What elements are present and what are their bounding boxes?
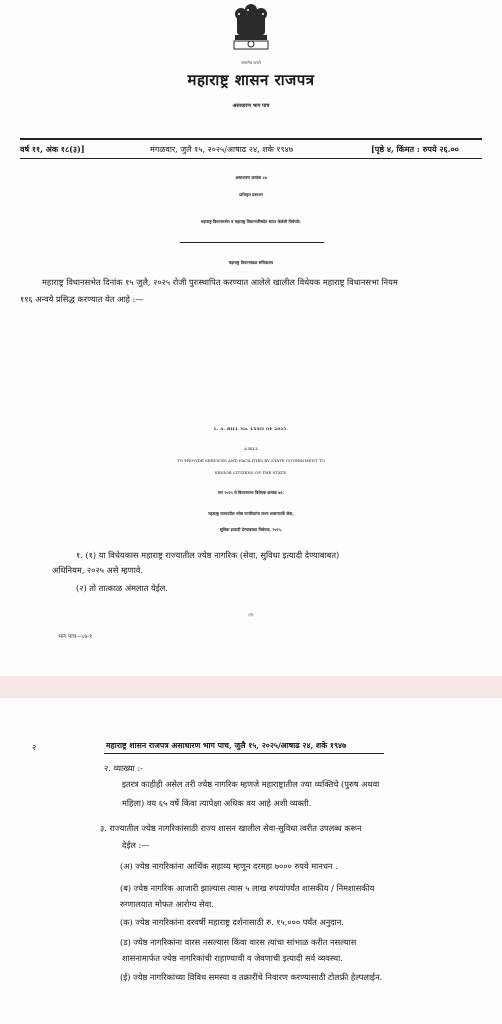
page-separator <box>0 676 502 698</box>
header-rule <box>104 753 384 754</box>
page-number: २ <box>32 743 37 752</box>
clause-e: (ई) ज्येष्ठ नागरिकांच्या विविध समस्या व तक्रारींचे निवारण करण्यासाठी टोलफ्री हेल्पलाईन. <box>120 972 383 982</box>
section-1-line: (२) तो तात्काळ अंमलात येईल. <box>76 583 168 593</box>
clause-b-continued: रुग्णालयात मोफत आरोग्य सेवा. <box>120 899 214 909</box>
section-1-line: अधिनियम, २०२५ असे म्हणावे. <box>52 565 143 575</box>
header-rule-bottom <box>20 158 482 159</box>
emblem-motto: सत्यमेव जयते <box>241 60 261 65</box>
section-2-line: महिला) वय ६५ वर्षे किंवा त्यापेक्षा अधिक वय आहे अशी व्यक्ती. <box>122 798 312 808</box>
national-emblem-icon <box>226 2 276 60</box>
clause-a: (अ) ज्येष्ठ नागरिकांना आर्थिक सहाय्य म्हणून दरमहा ७००० रुपये मानधन . <box>120 861 338 871</box>
intro-paragraph-line: महाराष्ट्र विधानसभेत दिनांक १५ जुलै, २०२५ रोजी पुरःस्थापित करण्यात आलेले खालील विधेयक महाराष्ट्र विधानसभा नियम <box>42 277 398 287</box>
gazette-subtitle: असाधारण भाग पाच <box>232 103 270 109</box>
page-footer-code: भाग पाच—८७-१ <box>58 634 93 640</box>
bill-marathi-title: सुविधा इत्यादी देण्याबाबत विधेयक, २०२५. <box>219 527 283 532</box>
gazette-page-2 <box>0 698 502 1024</box>
running-header: महाराष्ट्र शासन राजपत्र असाधारण भाग पाच, जुलै १५, २०२५/आषाढ २४, शके १९४७ <box>106 741 347 750</box>
bill-marathi-title: महाराष्ट्र राज्यातील ज्येष्ठ नागरिकांना राज्य शासनातर्फे सेवा, <box>208 511 294 516</box>
pages-price: [पृष्ठे ४, किंमत : रुपये २६.०० <box>371 144 459 154</box>
bills-description: महाराष्ट्र विधानसभेत व महाराष्ट्र विधानपरिषदेत सादर केलेली विधेयके. <box>200 219 302 224</box>
clause-c: (क) ज्येष्ठ नागरिकांना दरवर्षी महाराष्ट्र दर्शनासाठी रु. १५,००० पर्यंत अनुदान. <box>120 917 344 927</box>
clause-d-continued: शासनामार्फत ज्येष्ठ नागरिकांची राहाण्याची व जेवणाची इत्यादी सर्व व्यवस्था. <box>122 953 343 963</box>
section-2-heading: २. व्याख्या :- <box>104 763 143 773</box>
bill-purpose-line: SENIOR CITIZENS OF THE STATE. <box>214 470 288 475</box>
section-1-line: १. (१) या विधेयकास महाराष्ट्र राज्यातील ज्येष्ठ नागरिक (सेवा, सुविधा इत्यादी देण्याबाबत) <box>76 550 340 560</box>
section-3-line: ३. राज्यातील ज्येष्ठ नागरिकांसाठी राज्य शासन खालील सेवा-सुविधा त्वरीत उपलब्ध करून <box>100 823 362 833</box>
section-2-line: इतरत्र काहीही असेल तरी ज्येष्ठ नागरिक म्हणजे महाराष्ट्रातील ज्या व्यक्तिचे (पुरुष अथवा <box>122 779 380 789</box>
section-3-line: देईल :— <box>122 840 150 850</box>
clause-b: (ब) ज्येष्ठ नागरिक आजारी झाल्यास त्यास ५ लाख रुपयांपर्यंत शासकीय / निमशासकीय <box>120 883 375 893</box>
issue-date: मंगळवार, जुलै १५, २०२५/आषाढ २४, शके १९४७ <box>150 145 293 154</box>
secretariat-heading: महाराष्ट्र विधानमंडळ सचिवालय <box>228 260 274 265</box>
authoritative-publication: प्राधिकृत प्रकाशन <box>239 192 263 197</box>
clause-d: (ड) ज्येष्ठ नागरिकांना वारस नसल्यास किंवा वारस त्यांचा सांभाळ करीत नसल्यास <box>120 937 357 947</box>
volume-issue: वर्ष ११, अंक १८(३)] <box>20 144 85 154</box>
bill-purpose-line: TO PROVIDE SERVICES AND FACILITIES BY STATE GOVERNMENT TO <box>177 458 325 463</box>
bill-year-number: सन २०२५ चे विधानसभा विधेयक क्रमांक ७२. <box>218 490 284 495</box>
page-number: (१) <box>248 612 254 617</box>
bill-number: L. A. BILL No. LXXII OF 2025. <box>213 426 289 431</box>
gazette-title: महाराष्ट्र शासन राजपत्र <box>187 71 315 89</box>
intro-paragraph-line: ११६ अन्वये प्रसिद्ध करण्यात येत आहे :— <box>20 294 144 304</box>
divider <box>180 242 324 243</box>
extraordinary-number: असाधारण क्रमांक ८७ <box>235 175 267 180</box>
header-rule-top <box>20 138 482 140</box>
a-bill-heading: A BILL <box>244 446 258 451</box>
